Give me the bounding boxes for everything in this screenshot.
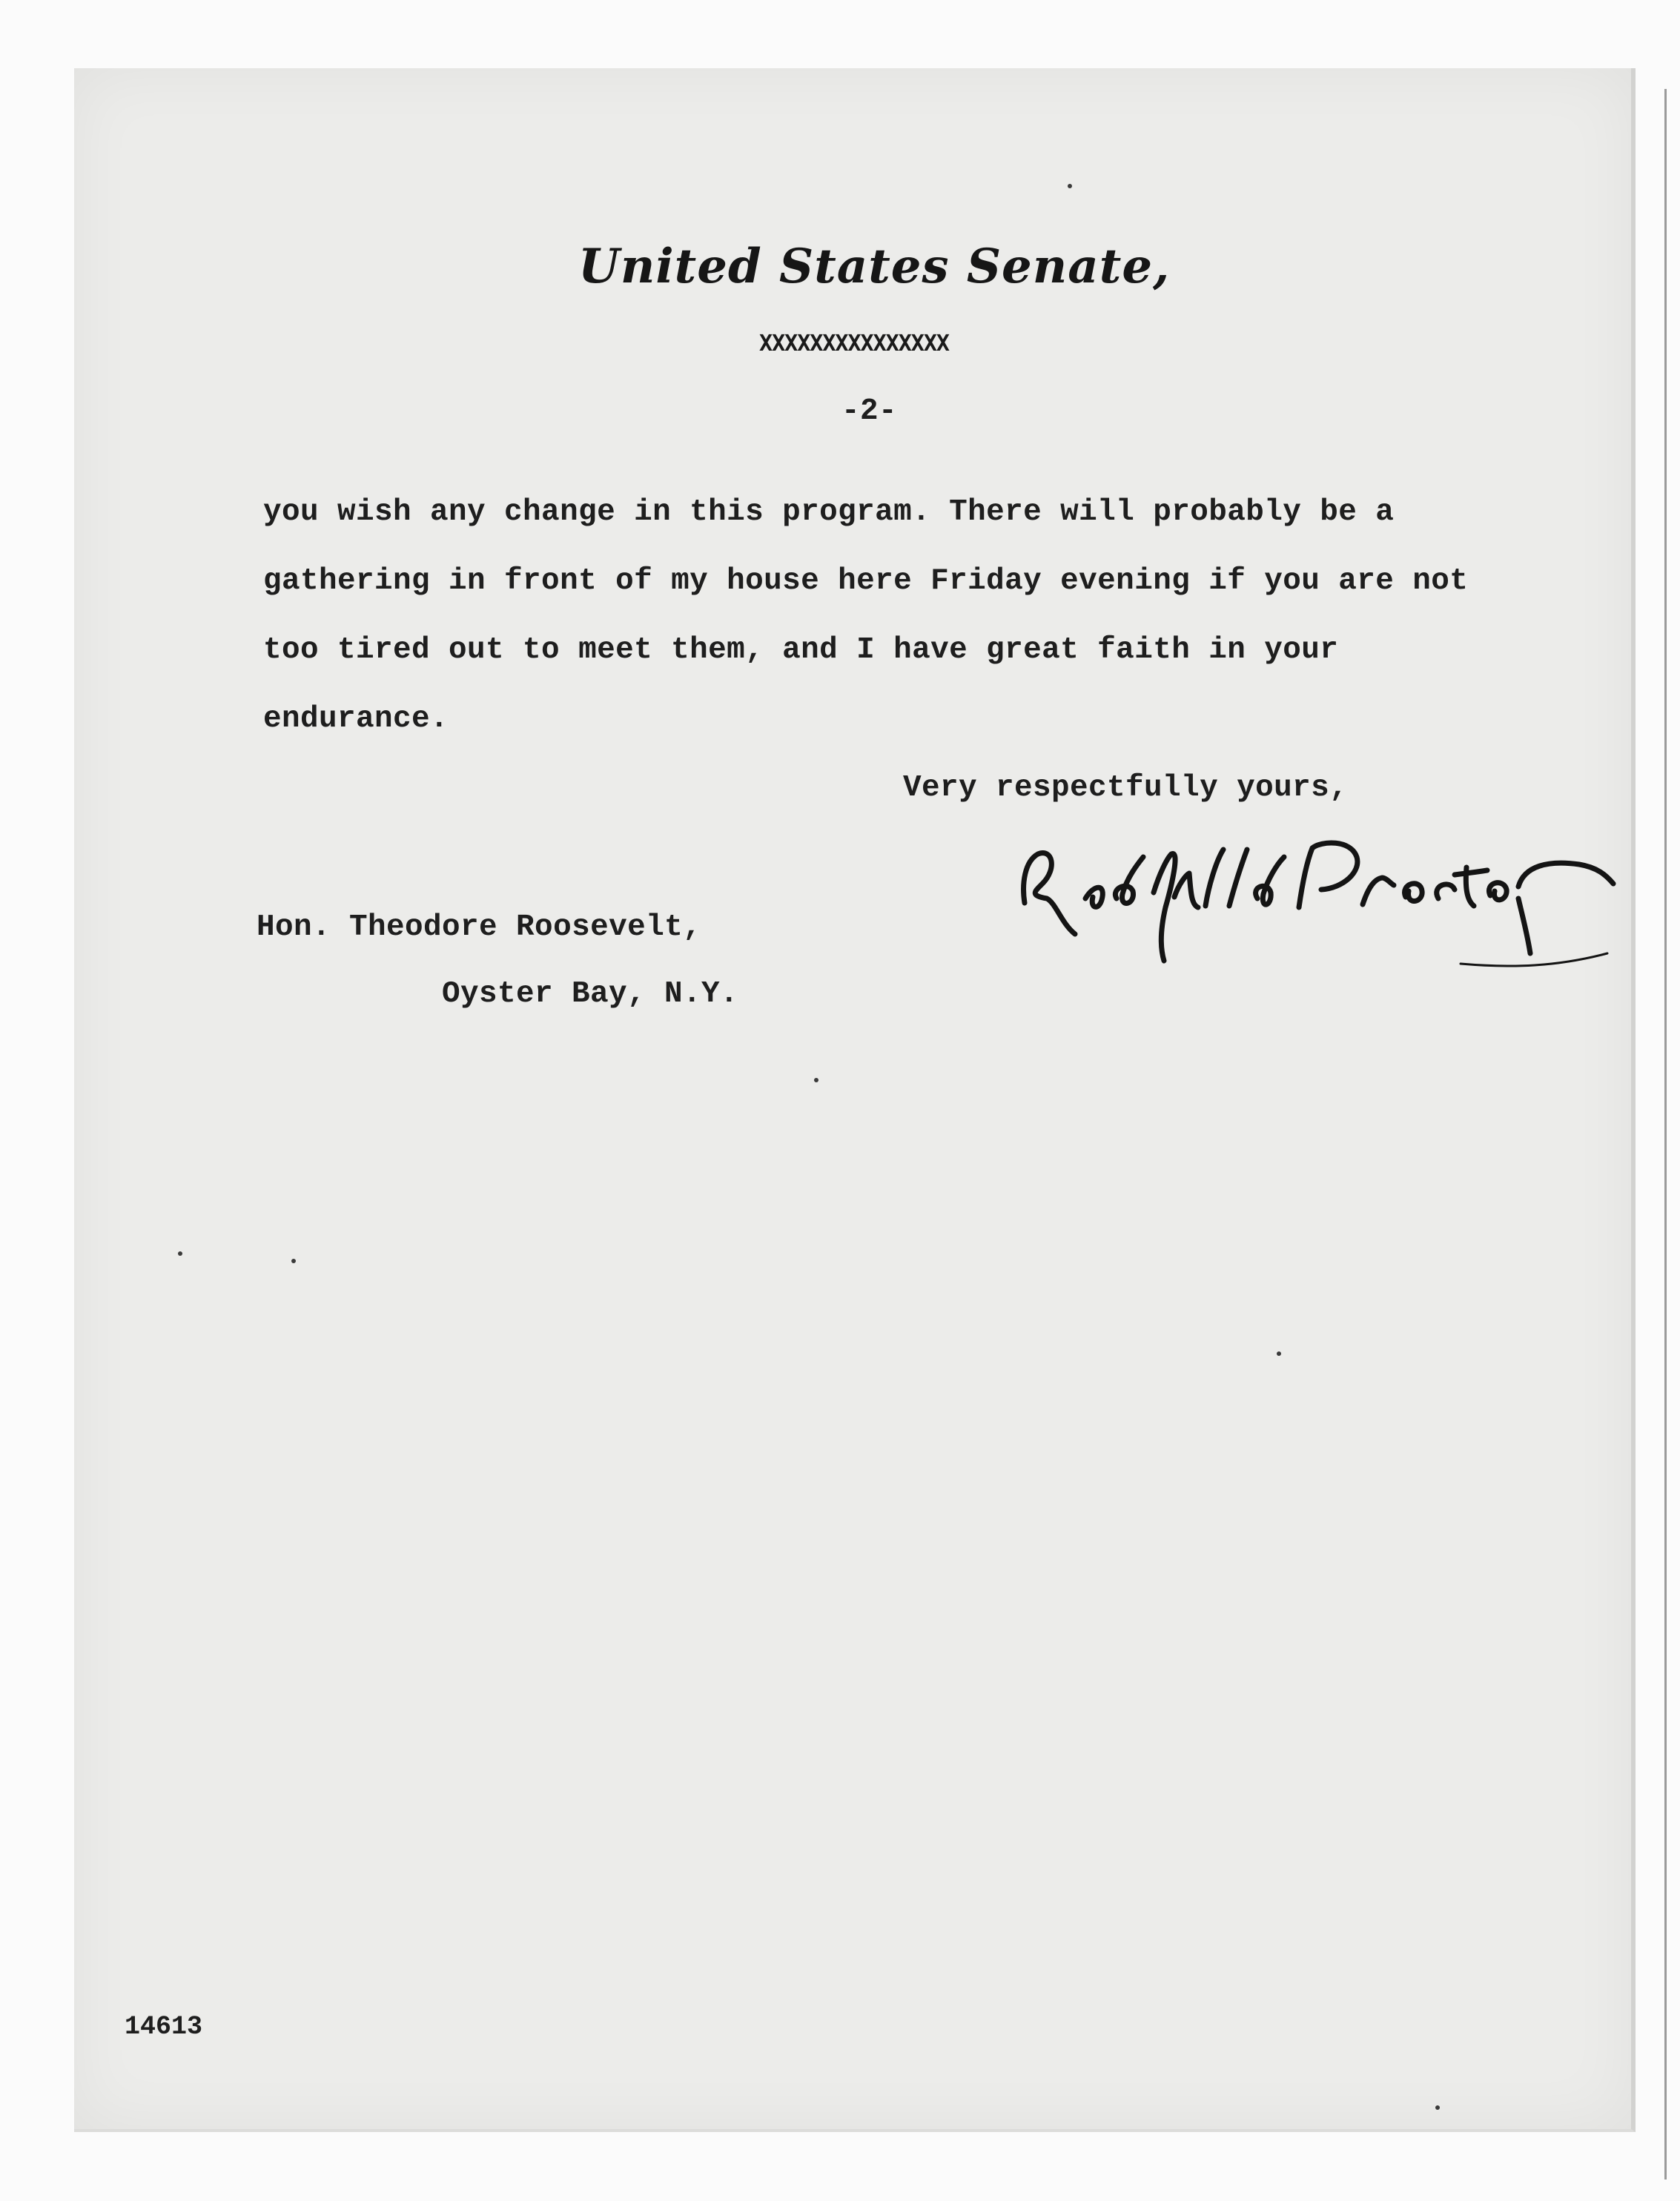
body-line: too tired out to meet them, and I have great faith in your [263,633,1339,667]
body-line: you wish any change in this program. There will probably be a [263,495,1395,529]
dust-speck [1277,1351,1281,1356]
dust-speck [814,1078,818,1082]
addressee-name: Hon. Theodore Roosevelt, [257,910,702,944]
scan-edge-line [1664,89,1667,2180]
letter-paper [74,68,1636,2132]
signature [1008,815,1624,979]
struck-out-line: XXXXXXXXXXXXXXX [759,331,949,357]
page-number: -2- [841,394,898,428]
dust-speck [1435,2105,1440,2110]
archive-number: 14613 [125,2012,203,2042]
addressee-location: Oyster Bay, N.Y. [442,977,739,1011]
dust-speck [178,1251,182,1256]
letterhead-title: United States Senate, [578,239,1171,294]
body-line: endurance. [263,702,449,736]
closing: Very respectfully yours, [903,771,1349,805]
body-line: gathering in front of my house here Friday evening if you are not [263,564,1469,598]
dust-speck [1068,184,1072,188]
dust-speck [291,1259,296,1263]
